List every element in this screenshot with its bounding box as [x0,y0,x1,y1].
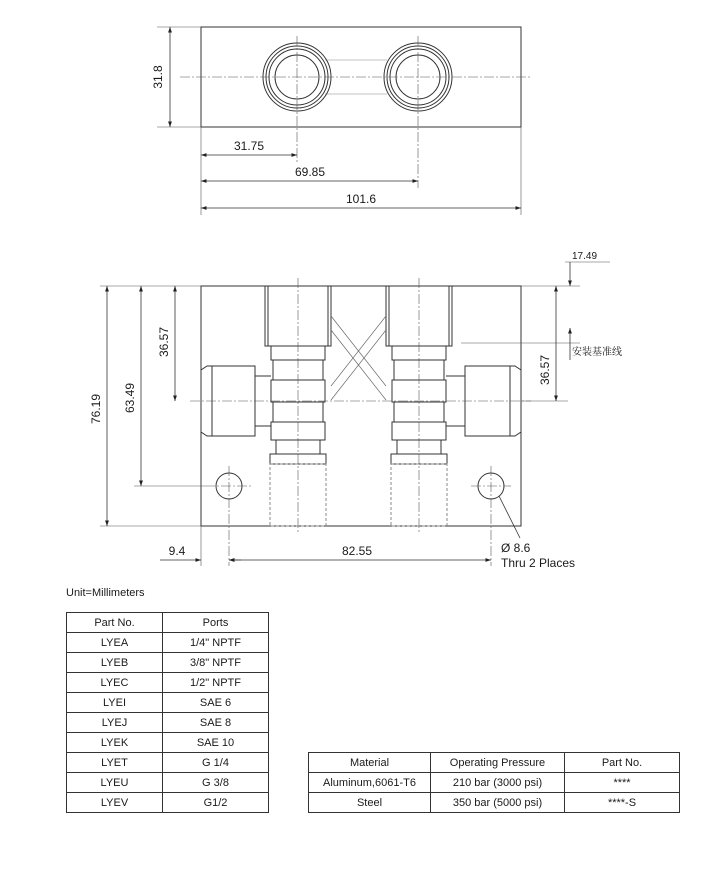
cell-ports: 3/8" NPTF [163,653,269,673]
col-header-ports: Ports [163,613,269,633]
dim-top-length: 101.6 [345,192,377,206]
table-row [67,773,269,793]
cross-passages [331,316,386,400]
dim-top-port1: 31.75 [233,139,265,153]
dim-left-port: 36.57 [157,326,171,358]
cell-part-no: LYEJ [67,713,163,733]
cell-ports: 1/2" NPTF [163,673,269,693]
col-header-part-no: Part No. [67,613,163,633]
front-view-body [201,286,521,526]
col-header-material: Material [309,753,431,773]
dim-hole-spacing: 82.55 [341,544,373,558]
cell-part-no: LYEK [67,733,163,753]
table-row [67,713,269,733]
dim-right-port: 36.57 [538,354,552,386]
cell-part-no: ****-S [565,793,680,813]
cell-part-no: LYEU [67,773,163,793]
cell-material: Aluminum,6061-T6 [309,773,431,793]
table-header-row [309,753,680,773]
top-view [157,27,530,215]
table-row [67,733,269,753]
table-row [67,793,269,813]
cell-ports: SAE 10 [163,733,269,753]
table-row [67,633,269,653]
cell-ports: 1/4" NPTF [163,633,269,653]
col-header-part-no: Part No. [565,753,680,773]
unit-label: Unit=Millimeters [66,587,145,599]
cell-part-no: LYEA [67,633,163,653]
dim-top-offset: 17.49 [572,251,598,262]
cell-pressure: 350 bar (5000 psi) [431,793,565,813]
cell-ports: SAE 6 [163,693,269,713]
cell-part-no: LYEC [67,673,163,693]
dim-hole-height: 63.49 [123,382,137,414]
table-row [309,773,680,793]
table-row [309,793,680,813]
cell-part-no: LYEB [67,653,163,673]
mount-line-label: 安装基准线 [572,347,622,358]
hole-diameter: Ø 8.6 [501,541,531,555]
dim-top-port2: 69.85 [294,165,326,179]
material-table [308,752,680,813]
dim-top-height: 31.8 [151,65,165,89]
cell-ports: G1/2 [163,793,269,813]
cell-ports: SAE 8 [163,713,269,733]
cell-part-no: LYEI [67,693,163,713]
cell-part-no: LYET [67,753,163,773]
table-header-row [67,613,269,633]
cell-part-no: LYEV [67,793,163,813]
cell-pressure: 210 bar (3000 psi) [431,773,565,793]
cell-ports: G 1/4 [163,753,269,773]
table-row [67,653,269,673]
cell-ports: G 3/8 [163,773,269,793]
hole-note: Thru 2 Places [501,556,576,570]
cell-part-no: **** [565,773,680,793]
table-row [67,673,269,693]
dim-total-height: 76.19 [89,393,103,425]
col-header-pressure: Operating Pressure [431,753,565,773]
dim-hole-edge: 9.4 [168,544,186,558]
front-view [100,262,610,566]
table-row [67,753,269,773]
cell-material: Steel [309,793,431,813]
table-row [67,693,269,713]
ports-table [66,612,269,813]
